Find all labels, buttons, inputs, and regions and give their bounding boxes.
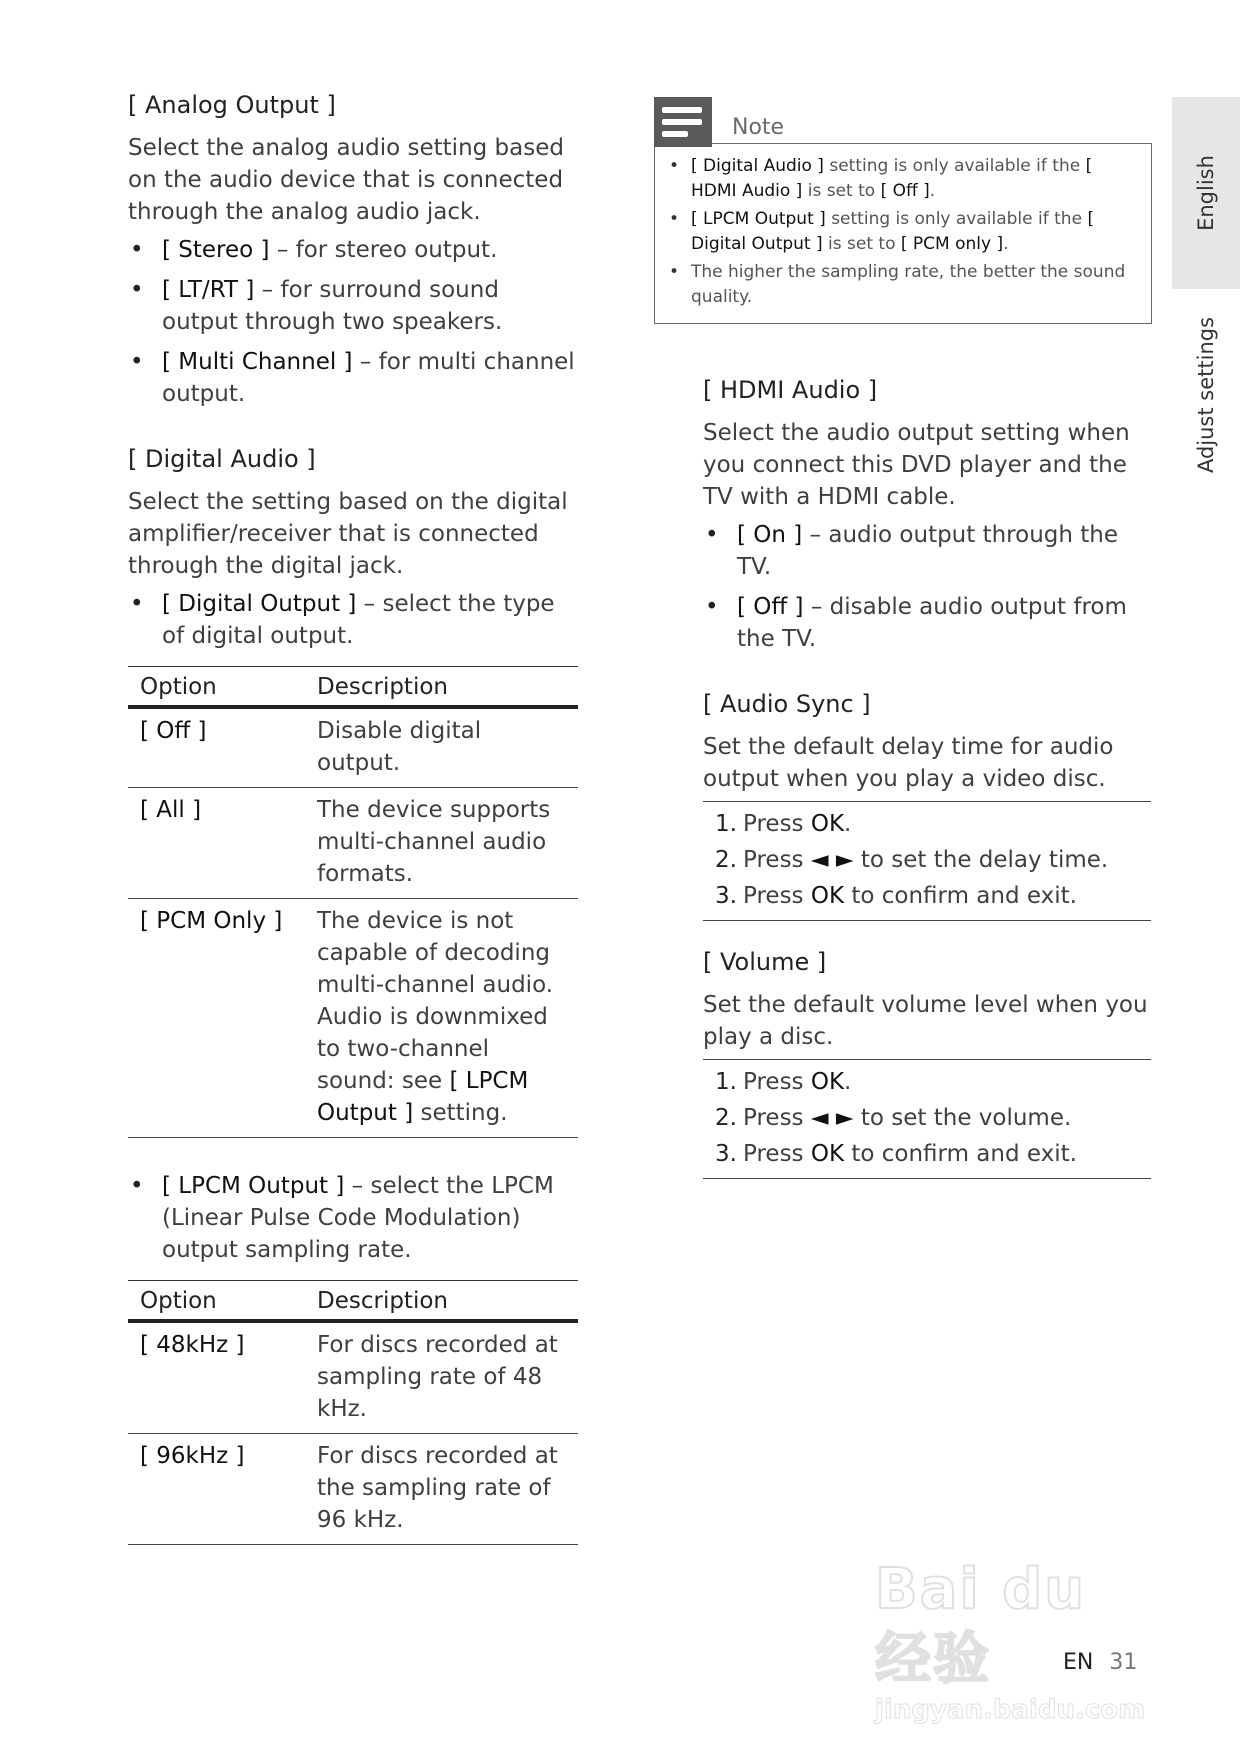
list-item: • [ LPCM Output ] setting is only available if the [ Digital Output ] is set to [ PCM only ]. — [667, 207, 1139, 257]
list-item: • [ LPCM Output ] – select the LPCM (Linear Pulse Code Modulation) output sampling rate. — [128, 1170, 578, 1266]
hdmi-options-list — [703, 519, 1151, 655]
step-row: 2. Press ◄ ► to set the delay time. — [715, 847, 1109, 873]
column-header-option: Option — [128, 1281, 305, 1322]
lpcm-output-list — [128, 1170, 578, 1266]
list-item: • [ On ] – audio output through the TV. — [703, 519, 1151, 583]
table-row: [ PCM Only ] The device is not capable of decoding multi-channel audio. Audio is downmixed to two-channel sound: see [ LPCM Output ] setting. — [128, 899, 578, 1138]
list-item: • [ Stereo ] – for stereo output. — [128, 234, 578, 266]
column-header-description: Description — [305, 667, 578, 708]
note-list — [667, 154, 1139, 310]
step-row: 1. Press OK . — [715, 1069, 852, 1095]
lpcm-output-table — [128, 1280, 578, 1545]
footer-language: EN — [1063, 1650, 1094, 1675]
step-row: 3. Press OK to confirm and exit. — [715, 883, 1077, 909]
step-row: 3. Press OK to confirm and exit. — [715, 1141, 1077, 1167]
page-footer — [1063, 1650, 1137, 1675]
digital-audio-title: [ Digital Audio ] — [128, 445, 316, 473]
side-tab-adjust-settings: Adjust settings — [1194, 316, 1218, 474]
note-title: Note — [732, 114, 785, 140]
list-item: • [ Off ] – disable audio output from the TV. — [703, 591, 1151, 655]
page-number: 31 — [1109, 1650, 1138, 1675]
volume-title: [ Volume ] — [703, 948, 827, 976]
list-item: • [ Digital Audio ] setting is only available if the [ HDMI Audio ] is set to [ Off ]. — [667, 154, 1139, 204]
step-row: 1. Press OK . — [715, 811, 852, 837]
list-item: • [ LT/RT ] – for surround sound output through two speakers. — [128, 274, 578, 338]
volume-desc: Set the default volume level when you play a disc. — [703, 992, 1148, 1050]
table-row: [ 48kHz ] For discs recorded at sampling rate of 48 kHz. — [128, 1321, 578, 1434]
column-header-option: Option — [128, 667, 305, 708]
list-item: • [ Multi Channel ] – for multi channel output. — [128, 346, 578, 410]
analog-output-title: [ Analog Output ] — [128, 91, 336, 119]
table-header — [128, 1281, 578, 1322]
digital-output-list — [128, 588, 578, 652]
table-row: [ Off ] Disable digital output. — [128, 707, 578, 788]
right-column — [703, 375, 1151, 1179]
baidu-watermark: Bai du 经验 jingyan.baidu.com — [875, 1557, 1146, 1725]
column-header-description: Description — [305, 1281, 578, 1322]
audio-sync-title: [ Audio Sync ] — [703, 690, 871, 718]
digital-audio-desc: Select the setting based on the digital amplifier/receiver that is connected through the digital jack. — [128, 489, 568, 579]
audio-sync-desc: Set the default delay time for audio output when you play a video disc. — [703, 734, 1114, 792]
table-header — [128, 667, 578, 708]
analog-options-list — [128, 234, 578, 410]
hdmi-audio-desc: Select the audio output setting when you connect this DVD player and the TV with a HDMI cable. — [703, 420, 1130, 510]
side-tab-english: English — [1172, 97, 1240, 289]
step-row: 2. Press ◄ ► to set the volume. — [715, 1105, 1072, 1131]
volume-steps — [703, 1059, 1151, 1179]
analog-output-desc: Select the analog audio setting based on the audio device that is connected through the analog audio jack. — [128, 135, 564, 225]
digital-output-table — [128, 666, 578, 1138]
table-row: [ 96kHz ] For discs recorded at the sampling rate of 96 kHz. — [128, 1434, 578, 1545]
left-column — [128, 90, 578, 1545]
list-item: • [ Digital Output ] – select the type of digital output. — [128, 588, 578, 652]
hdmi-audio-title: [ HDMI Audio ] — [703, 376, 878, 404]
note-icon — [654, 97, 712, 147]
audio-sync-steps — [703, 801, 1151, 921]
table-row: [ All ] The device supports multi-channel audio formats. — [128, 788, 578, 899]
list-item: • The higher the sampling rate, the better the sound quality. — [667, 260, 1139, 310]
note-box — [654, 97, 1152, 324]
